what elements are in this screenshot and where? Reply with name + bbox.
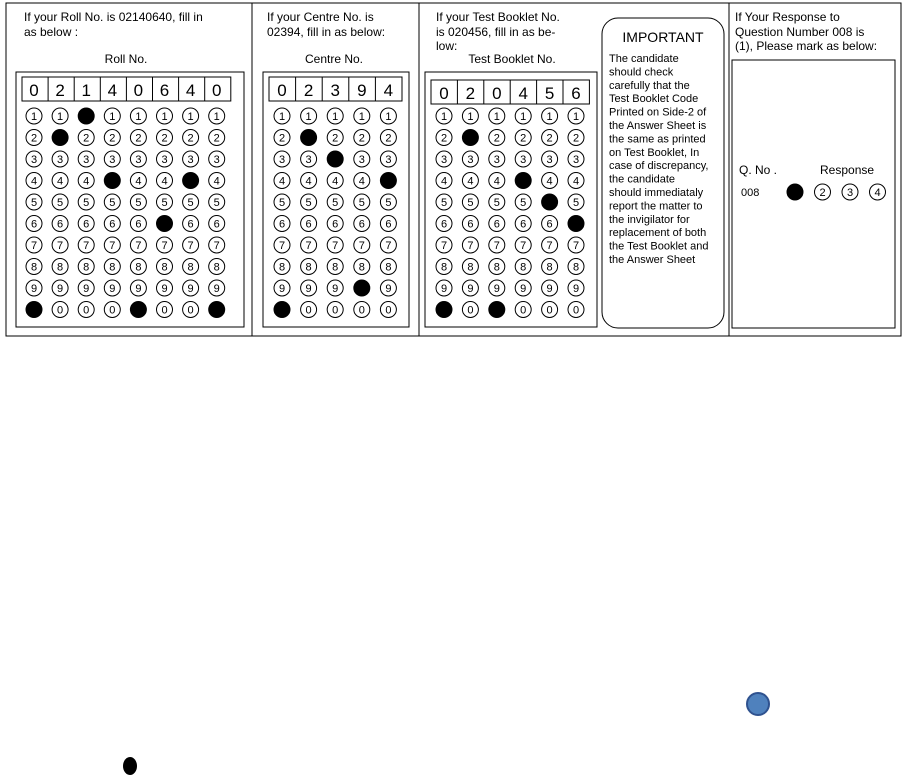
roll-bubble-label: 8 bbox=[161, 261, 168, 274]
booklet-bubble-label: 0 bbox=[572, 304, 580, 317]
booklet-bubble-label: 2 bbox=[520, 132, 527, 145]
booklet-bubble-label: 0 bbox=[467, 304, 474, 317]
roll-bubble-label: 8 bbox=[213, 261, 220, 274]
roll-bubble-label: 4 bbox=[135, 175, 142, 188]
centre-bubble-label: 6 bbox=[278, 218, 286, 231]
roll-bubble-label: 0 bbox=[161, 304, 168, 317]
roll-bubble-label: 3 bbox=[83, 154, 90, 166]
roll-bubble-label: 1 bbox=[109, 111, 116, 123]
important-line: the invigilator for bbox=[609, 213, 690, 226]
roll-bubble-label: 7 bbox=[30, 240, 38, 252]
booklet-bubble-grid bbox=[431, 80, 589, 318]
centre-title: Centre No. bbox=[304, 52, 364, 66]
booklet-bubble-label: 9 bbox=[493, 283, 500, 295]
roll-bubble-label: 3 bbox=[161, 154, 168, 166]
booklet-bubble-label: 1 bbox=[520, 111, 527, 123]
centre-bubble-label: 3 bbox=[358, 154, 365, 166]
booklet-bubble-label: 4 bbox=[572, 175, 580, 188]
centre-bubble-label: 5 bbox=[278, 197, 286, 209]
roll-bubble-filled bbox=[183, 173, 199, 189]
roll-digit: 2 bbox=[55, 81, 65, 100]
booklet-bubble-label: 5 bbox=[467, 197, 474, 209]
booklet-bubble-label: 8 bbox=[493, 261, 500, 274]
centre-digit: 3 bbox=[330, 81, 340, 100]
roll-bubble-label: 9 bbox=[161, 283, 168, 295]
centre-bubble-label: 8 bbox=[332, 261, 339, 274]
roll-bubble-label: 5 bbox=[135, 197, 142, 209]
roll-bubble-label: 1 bbox=[135, 111, 142, 123]
important-line: carefully that the bbox=[609, 79, 690, 92]
important-line: report the matter to bbox=[609, 200, 703, 213]
important-line: on Test Booklet, In bbox=[609, 146, 700, 159]
centre-bubble-label: 8 bbox=[385, 261, 392, 274]
booklet-bubble-label: 9 bbox=[572, 283, 580, 295]
response-bubble-filled bbox=[787, 184, 803, 200]
roll-bubble-label: 3 bbox=[109, 154, 116, 166]
roll-bubble-label: 5 bbox=[83, 197, 90, 209]
roll-bubble-label: 0 bbox=[57, 304, 64, 317]
booklet-bubble-label: 2 bbox=[440, 132, 448, 145]
booklet-bubble-label: 9 bbox=[546, 283, 553, 295]
roll-bubble-label: 7 bbox=[187, 240, 194, 252]
roll-bubble-label: 5 bbox=[187, 197, 194, 209]
important-notice bbox=[602, 18, 724, 328]
question-number: 008 bbox=[741, 187, 760, 199]
centre-bubble-label: 9 bbox=[332, 283, 339, 295]
roll-bubble-filled bbox=[130, 302, 146, 318]
booklet-digit: 2 bbox=[465, 84, 476, 103]
centre-instruction-line2: 02394, fill in as below: bbox=[267, 25, 386, 39]
booklet-bubble-label: 6 bbox=[493, 218, 500, 231]
centre-bubble-label: 7 bbox=[358, 240, 365, 252]
roll-bubble-filled bbox=[52, 130, 68, 146]
booklet-bubble-label: 5 bbox=[493, 197, 500, 209]
roll-bubble-label: 1 bbox=[187, 111, 194, 123]
important-heading: IMPORTANT bbox=[622, 29, 704, 45]
centre-bubble-label: 6 bbox=[305, 218, 312, 231]
roll-digit: 6 bbox=[159, 81, 170, 100]
centre-bubble-label: 5 bbox=[358, 197, 365, 209]
important-line: the candidate bbox=[609, 173, 676, 186]
booklet-bubble-label: 4 bbox=[546, 175, 553, 188]
response-instruction-line3: (1), Please mark as below: bbox=[735, 39, 878, 53]
roll-digit: 0 bbox=[133, 81, 144, 100]
centre-bubble-label: 3 bbox=[385, 154, 392, 166]
booklet-bubble-label: 5 bbox=[572, 197, 580, 209]
roll-bubble-label: 2 bbox=[161, 132, 168, 145]
centre-bubble-label: 5 bbox=[332, 197, 339, 209]
booklet-bubble-label: 2 bbox=[546, 132, 553, 145]
roll-bubble-label: 6 bbox=[57, 218, 64, 231]
booklet-digit: 0 bbox=[439, 84, 449, 103]
booklet-bubble-label: 2 bbox=[493, 132, 500, 145]
roll-bubble-label: 6 bbox=[109, 218, 116, 231]
centre-bubble-label: 4 bbox=[358, 175, 365, 188]
roll-bubble-label: 4 bbox=[57, 175, 64, 188]
roll-bubble-label: 8 bbox=[57, 261, 64, 274]
roll-bubble-label: 2 bbox=[109, 132, 116, 145]
centre-bubble-label: 0 bbox=[332, 304, 339, 317]
booklet-bubble-label: 3 bbox=[467, 154, 474, 166]
booklet-bubble-label: 6 bbox=[546, 218, 553, 231]
booklet-bubble-label: 7 bbox=[440, 240, 448, 252]
important-line: the same as printed bbox=[609, 133, 706, 146]
roll-digit: 4 bbox=[107, 81, 118, 100]
roll-bubble-label: 3 bbox=[135, 154, 142, 166]
roll-bubble-label: 8 bbox=[135, 261, 142, 274]
centre-bubble-filled bbox=[354, 280, 370, 296]
centre-bubble-label: 9 bbox=[278, 283, 286, 295]
booklet-bubble-label: 8 bbox=[572, 261, 580, 274]
roll-bubble-grid bbox=[22, 77, 231, 318]
booklet-bubble-label: 1 bbox=[440, 111, 448, 123]
centre-digit: 9 bbox=[357, 81, 367, 100]
roll-bubble-label: 9 bbox=[135, 283, 142, 295]
centre-bubble-label: 8 bbox=[358, 261, 365, 274]
roll-instruction-line1: If your Roll No. is 02140640, fill in bbox=[24, 10, 203, 24]
roll-bubble-label: 7 bbox=[83, 240, 90, 252]
roll-bubble-label: 8 bbox=[83, 261, 90, 274]
important-line: The candidate bbox=[609, 53, 679, 65]
booklet-bubble-label: 7 bbox=[520, 240, 527, 252]
booklet-bubble-label: 1 bbox=[467, 111, 474, 123]
centre-bubble-label: 7 bbox=[385, 240, 392, 252]
booklet-bubble-label: 7 bbox=[467, 240, 474, 252]
centre-bubble-label: 9 bbox=[305, 283, 312, 295]
roll-bubble-label: 1 bbox=[30, 111, 38, 123]
centre-bubble-grid bbox=[269, 77, 402, 318]
roll-bubble-label: 2 bbox=[83, 132, 90, 145]
important-line: should check bbox=[609, 66, 674, 79]
booklet-bubble-label: 4 bbox=[467, 175, 474, 188]
centre-bubble-label: 2 bbox=[385, 132, 392, 145]
centre-bubble-label: 1 bbox=[278, 111, 286, 123]
roll-panel bbox=[16, 10, 244, 327]
centre-bubble-label: 1 bbox=[332, 111, 339, 123]
important-line: the Answer Sheet bbox=[609, 254, 696, 266]
booklet-bubble-label: 4 bbox=[440, 175, 448, 188]
roll-bubble-filled bbox=[26, 302, 42, 318]
booklet-bubble-label: 6 bbox=[520, 218, 527, 231]
roll-bubble-label: 0 bbox=[109, 304, 116, 317]
important-line: Test Booklet Code bbox=[609, 93, 699, 106]
roll-digit: 0 bbox=[211, 81, 222, 100]
roll-bubble-label: 2 bbox=[135, 132, 142, 145]
roll-bubble-label: 7 bbox=[161, 240, 168, 252]
centre-bubble-label: 1 bbox=[385, 111, 392, 123]
response-bubble-label: 3 bbox=[846, 187, 854, 199]
centre-bubble-label: 2 bbox=[332, 132, 339, 145]
centre-bubble-label: 4 bbox=[278, 175, 286, 188]
roll-bubble-label: 7 bbox=[135, 240, 142, 252]
booklet-bubble-label: 9 bbox=[440, 283, 448, 295]
booklet-panel bbox=[425, 10, 597, 327]
booklet-instruction-line1: If your Test Booklet No. bbox=[436, 10, 560, 24]
centre-bubble-label: 5 bbox=[305, 197, 312, 209]
centre-bubble-label: 1 bbox=[358, 111, 365, 123]
booklet-bubble-filled bbox=[462, 130, 478, 146]
booklet-digit: 5 bbox=[544, 84, 555, 103]
booklet-instruction-line2: is 020456, fill in as be- bbox=[436, 25, 556, 39]
roll-instruction-line2: as below : bbox=[24, 25, 79, 39]
booklet-bubble-label: 7 bbox=[546, 240, 553, 252]
centre-bubble-label: 0 bbox=[305, 304, 312, 317]
booklet-title: Test Booklet No. bbox=[468, 52, 556, 66]
centre-bubble-label: 0 bbox=[385, 304, 392, 317]
booklet-bubble-filled bbox=[542, 194, 558, 210]
centre-bubble-label: 7 bbox=[278, 240, 286, 252]
roll-digit: 0 bbox=[29, 81, 39, 100]
roll-bubble-label: 7 bbox=[213, 240, 220, 252]
booklet-bubble-label: 6 bbox=[440, 218, 448, 231]
roll-bubble-label: 6 bbox=[83, 218, 90, 231]
roll-bubble-label: 4 bbox=[161, 175, 168, 188]
booklet-bubble-label: 5 bbox=[520, 197, 527, 209]
centre-bubble-label: 8 bbox=[305, 261, 312, 274]
centre-bubble-label: 5 bbox=[385, 197, 392, 209]
centre-bubble-filled bbox=[327, 151, 343, 167]
booklet-bubble-label: 8 bbox=[520, 261, 527, 274]
roll-bubble-label: 8 bbox=[109, 261, 116, 274]
centre-instruction-line1: If your Centre No. is bbox=[267, 10, 374, 24]
centre-digit: 2 bbox=[303, 81, 314, 100]
roll-bubble-label: 5 bbox=[30, 197, 38, 209]
booklet-bubble-label: 6 bbox=[467, 218, 474, 231]
roll-bubble-label: 5 bbox=[57, 197, 64, 209]
roll-digit: 4 bbox=[185, 81, 196, 100]
centre-bubble-label: 6 bbox=[358, 218, 365, 231]
roll-bubble-label: 6 bbox=[213, 218, 220, 231]
response-bubble-label: 2 bbox=[819, 187, 826, 199]
roll-bubble-label: 9 bbox=[83, 283, 90, 295]
booklet-bubble-label: 2 bbox=[572, 132, 580, 145]
roll-bubble-label: 5 bbox=[161, 197, 168, 209]
centre-bubble-label: 3 bbox=[278, 154, 286, 166]
centre-bubble-label: 6 bbox=[332, 218, 339, 231]
booklet-bubble-label: 8 bbox=[467, 261, 474, 274]
centre-bubble-label: 1 bbox=[305, 111, 312, 123]
booklet-bubble-label: 1 bbox=[546, 111, 553, 123]
booklet-bubble-filled bbox=[436, 302, 452, 318]
important-line: case of discrepancy, bbox=[609, 160, 709, 173]
filled-dot-mark bbox=[123, 757, 137, 775]
centre-digit: 4 bbox=[383, 81, 394, 100]
roll-bubble-label: 5 bbox=[109, 197, 116, 209]
response-bubbles bbox=[787, 184, 886, 200]
booklet-bubble-label: 5 bbox=[440, 197, 448, 209]
centre-bubble-label: 3 bbox=[305, 154, 312, 166]
response-bubble-label: 4 bbox=[874, 187, 881, 199]
roll-bubble-label: 9 bbox=[57, 283, 64, 295]
centre-panel bbox=[263, 10, 409, 327]
roll-bubble-label: 2 bbox=[213, 132, 220, 145]
blue-circle-mark bbox=[747, 693, 769, 715]
centre-bubble-label: 7 bbox=[305, 240, 312, 252]
booklet-digit: 4 bbox=[518, 84, 528, 103]
important-line: Printed on Side-2 of bbox=[609, 106, 707, 119]
roll-bubble-label: 6 bbox=[30, 218, 38, 231]
booklet-bubble-label: 3 bbox=[440, 154, 448, 166]
booklet-digit: 0 bbox=[492, 84, 502, 103]
booklet-bubble-label: 8 bbox=[440, 261, 448, 274]
centre-bubble-label: 4 bbox=[305, 175, 312, 188]
roll-bubble-label: 4 bbox=[83, 175, 90, 188]
roll-bubble-label: 5 bbox=[213, 197, 220, 209]
booklet-bubble-label: 3 bbox=[520, 154, 527, 166]
roll-bubble-label: 7 bbox=[57, 240, 64, 252]
booklet-bubble-label: 7 bbox=[572, 240, 580, 252]
roll-bubble-label: 7 bbox=[109, 240, 116, 252]
booklet-bubble-label: 0 bbox=[520, 304, 527, 317]
roll-bubble-label: 1 bbox=[161, 111, 168, 123]
important-text bbox=[609, 53, 708, 266]
roll-bubble-label: 9 bbox=[187, 283, 194, 295]
booklet-bubble-filled bbox=[489, 302, 505, 318]
roll-bubble-label: 9 bbox=[213, 283, 220, 295]
centre-bubble-label: 7 bbox=[332, 240, 339, 252]
roll-bubble-label: 1 bbox=[213, 111, 220, 123]
booklet-bubble-label: 1 bbox=[572, 111, 580, 123]
booklet-bubble-label: 3 bbox=[572, 154, 580, 166]
roll-bubble-label: 4 bbox=[213, 175, 220, 188]
roll-bubble-label: 2 bbox=[187, 132, 194, 145]
roll-bubble-label: 3 bbox=[30, 154, 38, 166]
booklet-bubble-label: 3 bbox=[546, 154, 553, 166]
response-instruction-line1: If Your Response to bbox=[735, 10, 840, 24]
roll-bubble-label: 1 bbox=[57, 111, 64, 123]
roll-bubble-label: 8 bbox=[187, 261, 194, 274]
roll-title: Roll No. bbox=[104, 52, 148, 66]
response-panel bbox=[732, 10, 895, 328]
roll-bubble-label: 0 bbox=[187, 304, 194, 317]
response-label: Response bbox=[820, 163, 875, 177]
centre-bubble-filled bbox=[274, 302, 290, 318]
booklet-bubble-label: 3 bbox=[493, 154, 500, 166]
centre-bubble-label: 4 bbox=[332, 175, 339, 188]
important-line: should immediataly bbox=[609, 187, 704, 199]
centre-bubble-label: 2 bbox=[278, 132, 286, 145]
booklet-bubble-label: 1 bbox=[493, 111, 500, 123]
centre-bubble-label: 6 bbox=[385, 218, 392, 231]
roll-bubble-label: 9 bbox=[109, 283, 116, 295]
roll-bubble-filled bbox=[104, 173, 120, 189]
booklet-bubble-label: 9 bbox=[520, 283, 527, 295]
booklet-bubble-filled bbox=[515, 173, 531, 189]
centre-bubble-label: 2 bbox=[358, 132, 365, 145]
booklet-digit: 6 bbox=[571, 84, 581, 103]
centre-digit: 0 bbox=[277, 81, 287, 100]
centre-bubble-label: 9 bbox=[385, 283, 392, 295]
centre-bubble-filled bbox=[380, 173, 396, 189]
roll-bubble-label: 6 bbox=[187, 218, 194, 231]
booklet-bubble-filled bbox=[568, 216, 584, 232]
booklet-bubble-label: 8 bbox=[546, 261, 553, 274]
roll-bubble-label: 8 bbox=[30, 261, 38, 274]
roll-bubble-label: 3 bbox=[187, 154, 194, 166]
booklet-bubble-label: 0 bbox=[546, 304, 553, 317]
roll-bubble-label: 3 bbox=[213, 154, 220, 166]
roll-bubble-label: 0 bbox=[83, 304, 90, 317]
booklet-bubble-label: 4 bbox=[493, 175, 500, 188]
booklet-bubble-label: 7 bbox=[493, 240, 500, 252]
roll-bubble-label: 4 bbox=[30, 175, 38, 188]
important-line: the Answer Sheet is bbox=[609, 120, 707, 132]
booklet-instruction-line3: low: bbox=[436, 39, 458, 53]
roll-bubble-filled bbox=[157, 216, 173, 232]
response-instruction-line2: Question Number 008 is bbox=[735, 25, 865, 39]
important-line: the Test Booklet and bbox=[609, 240, 709, 253]
roll-bubble-label: 2 bbox=[30, 132, 38, 145]
roll-bubble-filled bbox=[209, 302, 225, 318]
qno-label: Q. No . bbox=[739, 163, 778, 177]
roll-bubble-label: 9 bbox=[30, 283, 38, 295]
roll-bubble-filled bbox=[78, 108, 94, 124]
important-line: replacement of both bbox=[609, 227, 707, 240]
centre-bubble-label: 0 bbox=[358, 304, 365, 317]
centre-bubble-label: 8 bbox=[278, 261, 286, 274]
booklet-bubble-label: 9 bbox=[467, 283, 474, 295]
roll-bubble-label: 3 bbox=[57, 154, 64, 166]
roll-bubble-label: 6 bbox=[135, 218, 142, 231]
centre-bubble-filled bbox=[301, 130, 317, 146]
roll-digit: 1 bbox=[81, 81, 91, 100]
